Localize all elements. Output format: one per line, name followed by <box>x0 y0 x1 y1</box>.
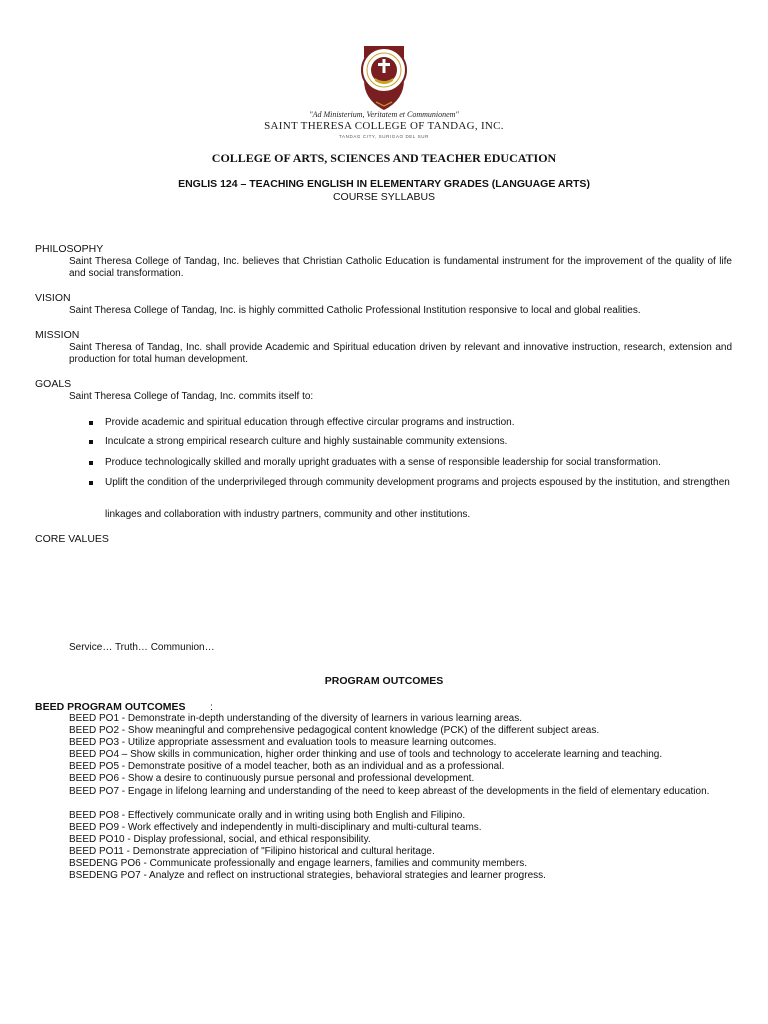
program-outcome-item: BEED PO11 - Demonstrate appreciation of "Filipino historical and cultural heritage. <box>69 846 435 857</box>
college-seal-logo <box>356 40 412 112</box>
program-outcome-item: BEED PO2 - Show meaningful and comprehensive pedagogical content knowledge (PCK) of the different subject areas. <box>69 725 600 736</box>
college-name: SAINT THERESA COLLEGE OF TANDAG, INC. <box>264 120 504 132</box>
course-subtitle: COURSE SYLLABUS <box>332 191 436 203</box>
goal-item: Produce technologically skilled and morally upright graduates with a sense of responsible leadership for social transformation. <box>105 457 732 469</box>
program-outcome-item: BEED PO1 - Demonstrate in-depth understanding of the diversity of learners in various learning areas. <box>69 713 523 724</box>
goal-item: Uplift the condition of the underprivileged through community development programs and projects espoused by the institution, and strengthen <box>105 477 732 489</box>
program-outcomes-heading: PROGRAM OUTCOMES <box>324 675 444 687</box>
college-address: TANDAG CITY, SURIGAO DEL SUR <box>339 134 429 139</box>
beed-outcomes-colon: : <box>210 701 213 713</box>
program-outcome-item: BEED PO10 - Display professional, social, and ethical responsibility. <box>69 834 371 845</box>
program-outcome-item: BEED PO8 - Effectively communicate orally and in writing using both English and Filipino. <box>69 810 466 821</box>
beed-outcomes-subheading: BEED PROGRAM OUTCOMES <box>35 701 186 713</box>
mission-text: Saint Theresa of Tandag, Inc. shall provide Academic and Spiritual education driven by relevant and innovative instruction, research, extension and production for total human development. <box>69 342 732 365</box>
philosophy-heading: PHILOSOPHY <box>35 243 104 255</box>
course-title: ENGLIS 124 – TEACHING ENGLISH IN ELEMENTARY GRADES (LANGUAGE ARTS) <box>178 178 590 190</box>
goal-item: Provide academic and spiritual education through effective circular programs and instruction. <box>105 417 732 429</box>
program-outcome-item: BEED PO7 - Engage in lifelong learning and understanding of the need to keep abreast of the developments in the field of elementary education. <box>69 786 710 797</box>
goals-heading: GOALS <box>35 378 72 390</box>
goal-continuation: linkages and collaboration with industry partners, community and other institutions. <box>105 509 471 520</box>
program-outcome-item: BSEDENG PO6 - Communicate professionally and engage learners, families and community members. <box>69 858 527 869</box>
program-outcome-item: BEED PO6 - Show a desire to continuously pursue personal and professional development. <box>69 773 475 784</box>
core-values-text: Service… Truth… Communion… <box>69 642 215 653</box>
goals-intro: Saint Theresa College of Tandag, Inc. commits itself to: <box>69 391 314 402</box>
program-outcome-item: BEED PO9 - Work effectively and independently in multi-disciplinary and multi-cultural teams. <box>69 822 482 833</box>
core-values-heading: CORE VALUES <box>35 533 109 545</box>
college-motto: "Ad Ministerium, Veritatem et Communionem" <box>309 110 459 119</box>
goal-item: Inculcate a strong empirical research culture and highly sustainable community extensions. <box>105 436 732 448</box>
vision-heading: VISION <box>35 292 71 304</box>
program-outcome-item: BEED PO4 – Show skills in communication, higher order thinking and use of tools and technology to accelerate learning and teaching. <box>69 749 663 760</box>
mission-heading: MISSION <box>35 329 80 341</box>
department-title: COLLEGE OF ARTS, SCIENCES AND TEACHER EDUCATION <box>211 151 557 165</box>
program-outcome-item: BEED PO5 - Demonstrate positive of a model teacher, both as an individual and as a professional. <box>69 761 505 772</box>
vision-text: Saint Theresa College of Tandag, Inc. is highly committed Catholic Professional Institution responsive to local and global realities. <box>69 305 641 316</box>
program-outcome-item: BEED PO3 - Utilize appropriate assessment and evaluation tools to measure learning outcomes. <box>69 737 497 748</box>
philosophy-text: Saint Theresa College of Tandag, Inc. believes that Christian Catholic Education is fundamental instrument for the improvement of the quality of life and social transformation. <box>69 256 732 279</box>
program-outcome-item: BSEDENG PO7 - Analyze and reflect on instructional strategies, behavioral strategies and learner progress. <box>69 870 546 881</box>
